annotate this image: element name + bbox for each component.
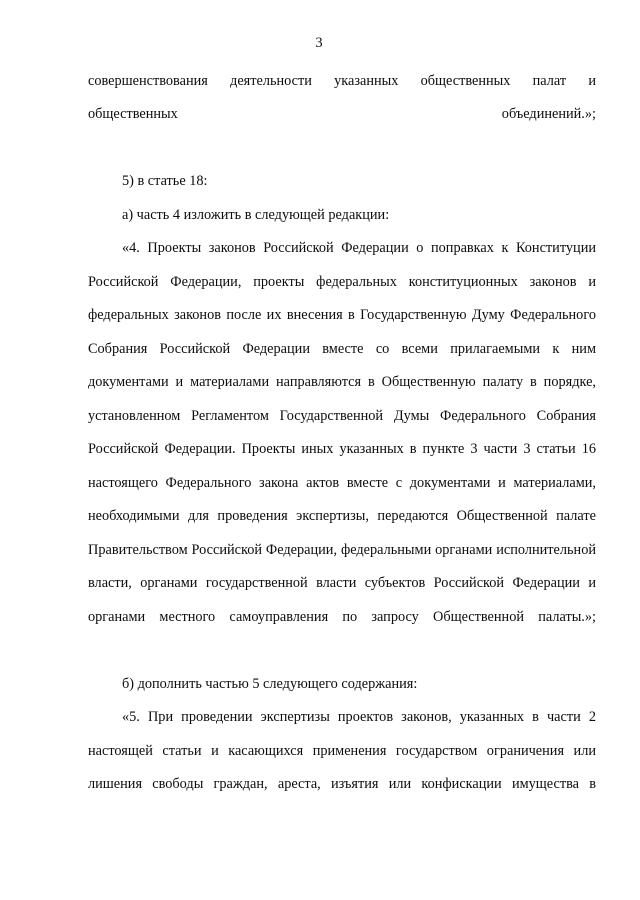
paragraph: б) дополнить частью 5 следующего содержания: (122, 675, 418, 692)
paragraph: а) часть 4 изложить в следующей редакции: (122, 206, 390, 223)
page-number: 3 (315, 35, 323, 51)
paragraph: «4. Проекты законов Российской Федерации о поправках к Конституции Российской Федерации, проекты федеральных конституционных законов и федеральных законов после их внесения в Государственную Думу Федерального Собрания Российской Федерации вместе со всеми прилагаемыми к ним документами и материалами направляются в Общественную палату в порядке, установленном Регламентом Государственной Думы Федерального Собрания Российской Федерации. Проекты иных указанных в пункте 3 части 3 статьи 16 настоящего Федерального закона актов вместе с документами и материалами, необходимыми для проведения экспертизы, передаются Общественной палате Правительством Российской Федерации, федеральными органами исполнительной власти, органами государственной власти субъектов Российской Федерации и органами местного самоуправления по запросу Общественной палаты.»; (88, 240, 596, 625)
document-body (88, 65, 596, 836)
paragraph: совершенствования деятельности указанных общественных палат и общественных объединений.»; (88, 72, 596, 122)
paragraph: «5. При проведении экспертизы проектов законов, указанных в части 2 настоящей статьи и касающихся применения государством ограничения или лишения свободы граждан, ареста, изъятия или конфискации имущества в (88, 709, 596, 792)
paragraph: 5) в статье 18: (122, 173, 208, 189)
